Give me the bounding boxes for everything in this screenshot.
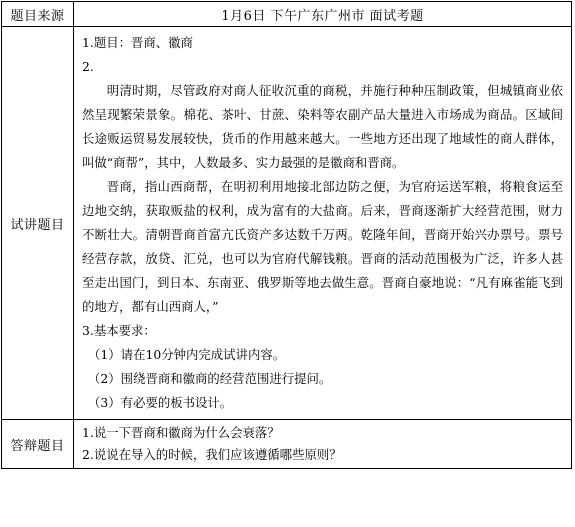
defense-content — [74, 420, 572, 469]
lecture-paragraph-1: 明清时期，尽管政府对商人征收沉重的商税，并施行种种压制政策，但城镇商业依然呈现繁荣景象。棉花、茶叶、甘蔗、染料等农副产品大量进入市场成为商品。区域间长途贩运贸易发展较快，货币的作用越来越大。一些地方还出现了地域性的商人群体，叫做“商帮”，其中，人数最多、实力最强的是徽商和晋商。 — [82, 83, 563, 170]
defense-question: 2.说说在导入的时候，我们应该遵循哪些原则？ — [82, 447, 342, 462]
exam-question-table — [1, 1, 572, 469]
lecture-topic: 1.题目：晋商、徽商 — [82, 35, 193, 50]
requirement-item: （3）有必要的板书设计。 — [88, 395, 233, 410]
defense-row — [2, 420, 572, 469]
defense-label: 答辩题目 — [2, 420, 74, 469]
defense-question: 1.说一下晋商和徽商为什么会衰落？ — [82, 425, 280, 440]
requirements-title: 3.基本要求： — [82, 323, 156, 338]
source-row — [2, 2, 572, 27]
lecture-content — [74, 27, 572, 420]
source-value: 1月6日 下午广东广州市 面试考题 — [74, 2, 572, 27]
lecture-paragraph-2: 晋商，指山西商帮，在明初利用地接北部边防之便，为官府运送军粮，将粮食运至边地交纳，获取贩盐的权利，成为富有的大盐商。后来，晋商逐渐扩大经营范围，财力不断壮大。清朝晋商首富亢氏资产多达数千万两。乾隆年间，晋商开始兴办票号。票号经营存款，放贷、汇兑，也可以为官府代解钱粮。晋商的活动范围极为广泛，许多人甚至走出国门，到日本、东南亚、俄罗斯等地去做生意。晋商自豪地说：“凡有麻雀能飞到的地方，都有山西商人，” — [82, 179, 563, 314]
lecture-number-2: 2. — [82, 59, 94, 74]
requirement-item: （1）请在10分钟内完成试讲内容。 — [88, 347, 286, 362]
lecture-row — [2, 27, 572, 420]
source-label: 题目来源 — [2, 2, 74, 27]
requirement-item: （2）围绕晋商和徽商的经营范围进行提问。 — [88, 371, 332, 386]
lecture-label: 试讲题目 — [2, 27, 74, 420]
